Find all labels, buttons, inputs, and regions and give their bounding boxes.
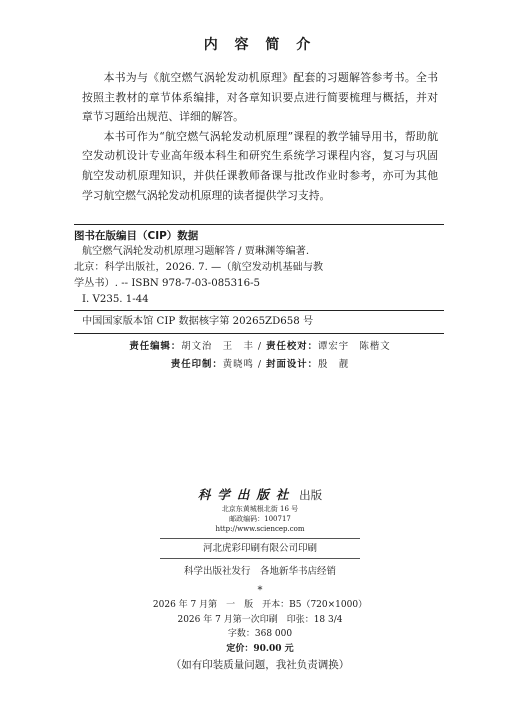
publisher-logo: 科学出版社 xyxy=(197,487,296,502)
editor-label: 责任编辑： xyxy=(129,341,182,352)
specs-block xyxy=(0,598,520,656)
cip-block xyxy=(74,224,444,334)
publisher-block xyxy=(0,486,520,534)
proofreader-value: 谭宏宇 陈楷文 xyxy=(317,341,391,352)
cip-line: Ⅰ. V235. 1-44 xyxy=(82,294,149,305)
print-manager-value: 黄晓鸣 xyxy=(222,359,254,370)
publisher-name xyxy=(0,486,520,504)
impression-line: 2026 年 7 月第一次印刷 印张：18 3/4 xyxy=(177,614,343,625)
credits-block xyxy=(0,338,520,374)
distribution-line: 科学出版社发行 各地新华书店经销 xyxy=(183,566,336,577)
page-title: 内 容 简 介 xyxy=(203,37,317,53)
quality-notice: （如有印装质量问题，我社负责调换） xyxy=(170,659,350,671)
separator: / xyxy=(257,341,263,352)
price-label: 定价： xyxy=(226,643,254,654)
publisher-address: 北京东黄城根北街 16 号 xyxy=(221,505,299,513)
cover-designer-value: 殷 靓 xyxy=(317,359,350,370)
divider xyxy=(160,538,360,539)
cover-designer-label: 封面设计： xyxy=(266,359,318,370)
editor-value: 胡文治 王 丰 xyxy=(181,341,254,352)
publisher-suffix: 出版 xyxy=(295,488,323,502)
cip-record xyxy=(74,244,444,308)
summary-paragraph-1: 本书为与《航空燃气涡轮发动机原理》配套的习题解答参考书。全书按照主教材的章节体系编排，对各章知识要点进行简要梳理与概括，并对章节习题给出规范、详细的解答。 xyxy=(82,71,438,124)
cip-line: 航空燃气涡轮发动机原理习题解答 / 贾琳渊等编著. xyxy=(82,246,310,257)
price-value: 90.00 元 xyxy=(253,643,294,654)
summary-paragraph-2: 本书可作为“航空燃气涡轮发动机原理”课程的教学辅导用书，帮助航空发动机设计专业高年级本科生和研究生系统学习课程内容，复习与巩固航空发动机原理知识，并供任课教师备课与批改作业时参考，亦可为其他学习航空燃气涡轮发动机原理的读者提供学习支持。 xyxy=(82,129,438,202)
separator: / xyxy=(257,359,263,370)
publisher-website: http://www.sciencep.com xyxy=(215,525,305,533)
cip-number: 中国国家版本馆 CIP 数据核字第 20265ZD658 号 xyxy=(74,310,444,329)
divider xyxy=(160,558,360,559)
printer-line: 河北虎彩印刷有限公司印刷 xyxy=(202,543,317,554)
price-line xyxy=(0,642,520,657)
edition-line: 2026 年 7 月第 一 版 开本：B5（720×1000） xyxy=(152,600,368,610)
summary-section xyxy=(82,68,438,205)
wordcount-line: 字数：368 000 xyxy=(227,629,293,639)
asterisk-separator: * xyxy=(257,585,263,596)
credits-line-1 xyxy=(0,338,520,356)
print-manager-label: 责任印制： xyxy=(170,359,223,370)
credits-line-2 xyxy=(0,356,520,374)
cip-line: 学丛书）. -- ISBN 978-7-03-085316-5 xyxy=(74,278,261,289)
publisher-postcode: 邮政编码：100717 xyxy=(229,515,291,523)
proofreader-label: 责任校对： xyxy=(266,341,318,352)
cip-heading: 图书在版编目（CIP）数据 xyxy=(74,230,199,242)
cip-line: 北京：科学出版社，2026. 7. —（航空发动机基础与教 xyxy=(74,262,324,273)
